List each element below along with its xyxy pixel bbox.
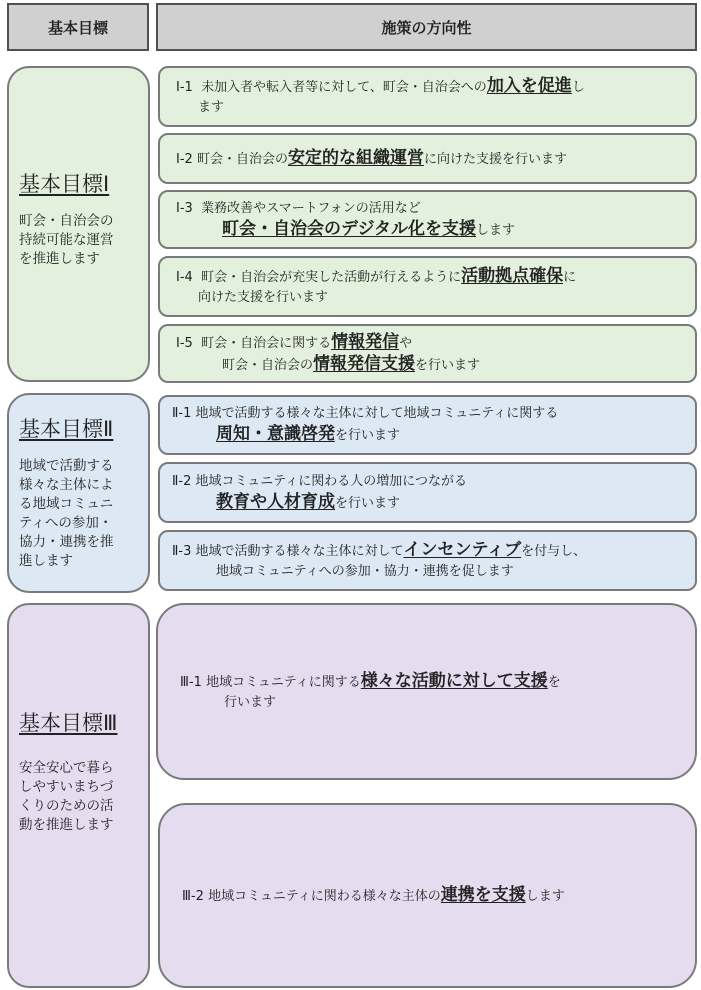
policy-highlight: 様々な活動に対して支援: [360, 670, 548, 691]
goal-2-description: 地域で活動する 様々な主体によ る地域コミュニ ティへの参加・ 協力・連携を推 進します: [19, 458, 114, 569]
policy-highlight: 情報発信: [331, 331, 400, 352]
policy-highlight: 安定的な組織運営: [287, 147, 424, 168]
policy-highlight: 活動拠点確保: [461, 265, 564, 286]
policy-highlight: インセンティブ: [403, 539, 522, 560]
goal-1-description: 町会・自治会の 持続可能な運営 を推進します: [19, 213, 114, 267]
policy-item-1-1: Ⅰ-1 未加入者や転入者等に対して、町会・自治会への加入を促進し ます: [158, 66, 697, 127]
policy-item-3-2: Ⅲ-2 地域コミュニティに関わる様々な主体の連携を支援します: [158, 803, 697, 988]
policy-highlight: 教育や人材育成: [216, 491, 335, 512]
policy-item-1-5: Ⅰ-5 町会・自治会に関する情報発信や 町会・自治会の情報発信支援を行います: [158, 324, 697, 383]
policy-item-1-2: Ⅰ-2 町会・自治会の安定的な組織運営に向けた支援を行います: [158, 133, 697, 184]
goal-3-panel: [7, 603, 150, 988]
policy-item-1-3: Ⅰ-3 業務改善やスマートフォンの活用など 町会・自治会のデジタル化を支援します: [158, 190, 697, 249]
goal-1-panel: [7, 66, 150, 382]
policy-item-3-1: Ⅲ-1 地域コミュニティに関する様々な活動に対して支援を 行います: [156, 603, 697, 780]
policy-highlight: 情報発信支援: [313, 353, 416, 374]
policy-item-2-2: Ⅱ-2 地域コミュニティに関わる人の増加につながる 教育や人材育成を行います: [158, 462, 697, 523]
goal-1-title: 基本目標Ⅰ: [19, 172, 110, 196]
goal-3-title: 基本目標Ⅲ: [19, 711, 118, 735]
goal-2-panel: [7, 393, 150, 593]
policy-highlight: 周知・意識啓発: [216, 424, 335, 444]
policy-column-header: 施策の方向性: [156, 3, 697, 51]
policy-item-2-1: Ⅱ-1 地域で活動する様々な主体に対して地域コミュニティに関する 周知・意識啓発を行います: [158, 395, 697, 455]
goal-column-header: 基本目標: [7, 3, 149, 51]
policy-highlight: 連携を支援: [440, 884, 526, 905]
policy-highlight: 町会・自治会のデジタル化を支援: [222, 218, 476, 239]
policy-item-1-4: Ⅰ-4 町会・自治会が充実した活動が行えるように活動拠点確保に 向けた支援を行います: [158, 256, 697, 317]
goal-2-title: 基本目標Ⅱ: [19, 417, 114, 441]
policy-highlight: 加入を促進: [486, 75, 572, 96]
policy-item-2-3: Ⅱ-3 地域で活動する様々な主体に対してインセンティブを付与し、 地域コミュニティへの参加・協力・連携を促します: [158, 530, 697, 591]
goal-3-description: 安全安心で暮ら しやすいまちづ くりのための活 動を推進します: [19, 760, 114, 833]
